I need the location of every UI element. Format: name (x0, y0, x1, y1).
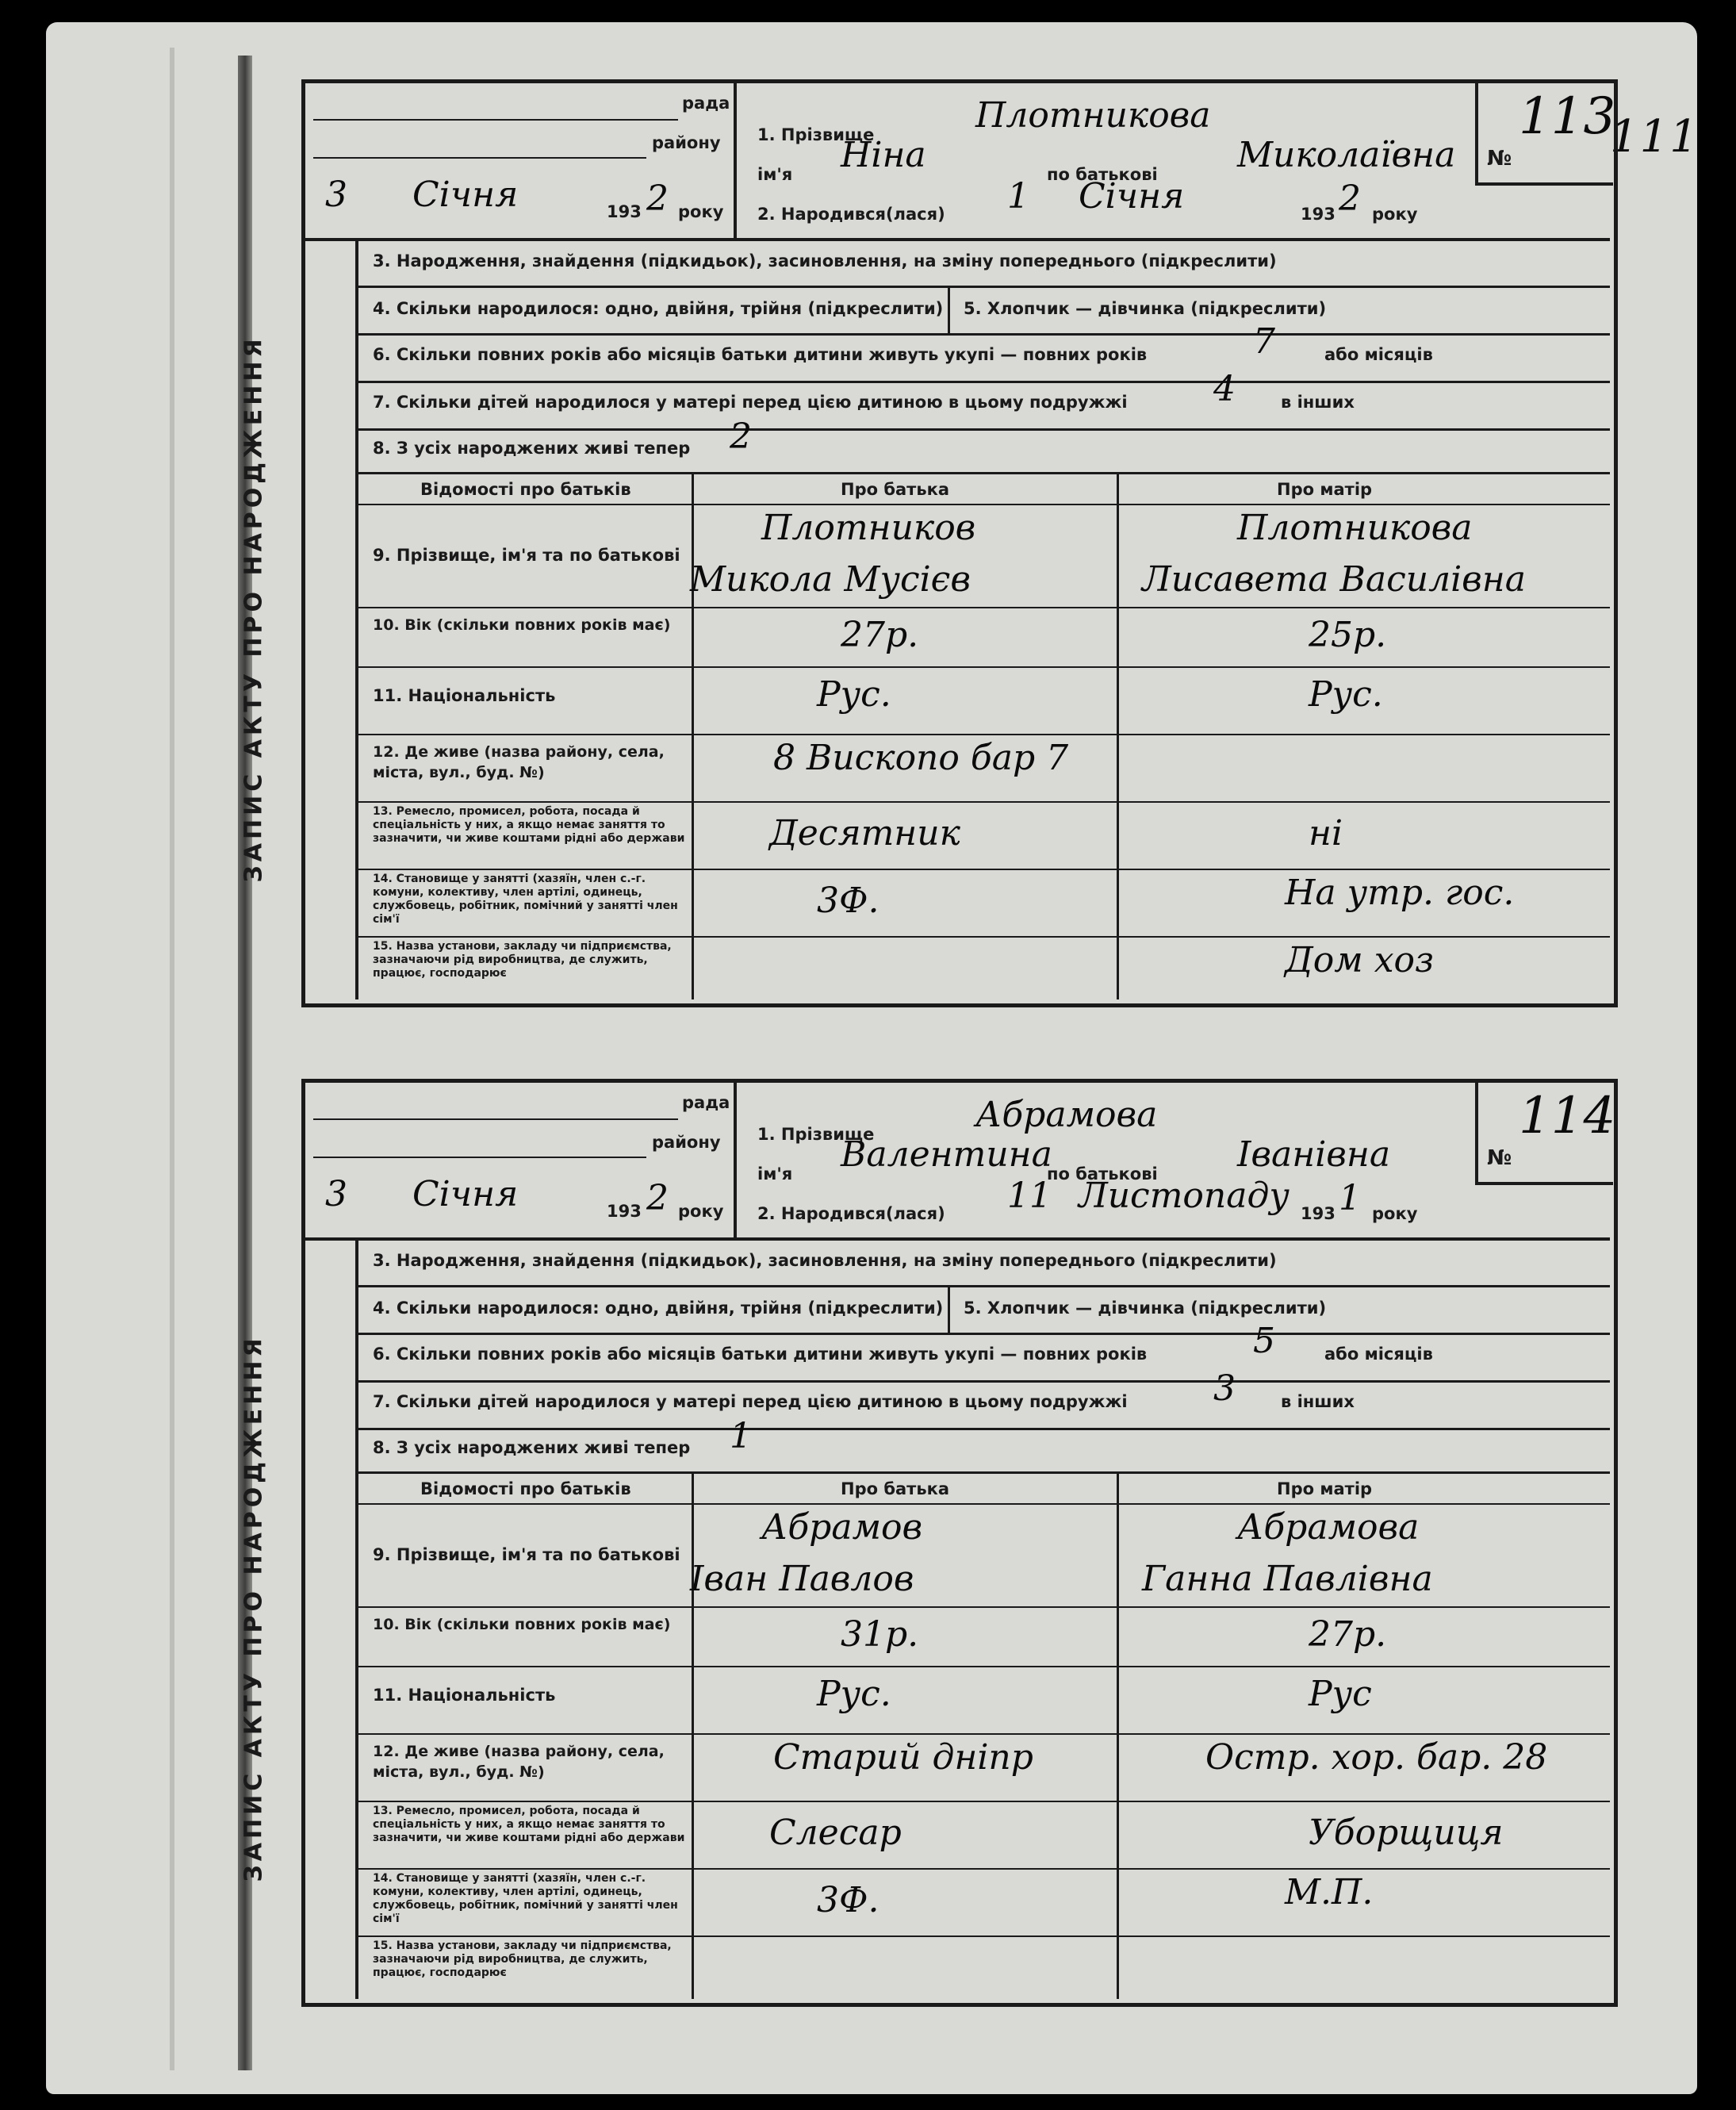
name-label: ім'я (757, 1164, 793, 1184)
field-9-label: 9. Прізвище, ім'я та по батькові (373, 1545, 680, 1564)
years-together: 5 (1253, 1321, 1275, 1361)
child-name: Валентина (841, 1134, 1052, 1175)
reg-day: 3 (325, 175, 347, 215)
father-position: 3Ф. (817, 1880, 879, 1920)
born-label: 2. Народився(лася) (757, 1204, 945, 1223)
field-3-label: 3. Народження, знайдення (підкидьок), засиновлення, на зміну попереднього (підкреслити) (373, 251, 1277, 270)
surname-label: 1. Прізвище (757, 1125, 875, 1144)
field-11-label: 11. Національність (373, 1686, 556, 1705)
reg-year-digit: 2 (646, 1178, 669, 1218)
field-3-label: 3. Народження, знайдення (підкидьок), засиновлення, на зміну попереднього (підкреслити) (373, 1251, 1277, 1270)
field-13-label: 13. Ремесло, промисел, робота, посада й спеціальність у них, а якщо немає заняття то зазначити, чи живе коштами рідні або держави (373, 1805, 685, 1844)
children-before: 4 (1213, 369, 1236, 409)
alive-now: 1 (730, 1416, 752, 1456)
birth-year-prefix: 193 (1301, 205, 1336, 224)
field-13-label: 13. Ремесло, промисел, робота, посада й спеціальність у них, а якщо немає заняття то зазначити, чи живе коштами рідні або держави (373, 805, 685, 845)
rayonu-label: району (652, 133, 721, 152)
father-address: 8 Вископо бар 7 (773, 738, 1069, 778)
field-10-label: 10. Вік (скільки повних років має) (373, 616, 671, 634)
birth-year-digit: 1 (1339, 1178, 1361, 1218)
mother-occupation: ні (1309, 813, 1343, 854)
reg-month: Січня (412, 1174, 519, 1214)
rada-label: рада (682, 1093, 730, 1112)
mother-position: М.П. (1285, 1872, 1374, 1912)
mother-header: Про матір (1277, 480, 1373, 499)
rayonu-label: району (652, 1133, 721, 1152)
parents-header: Відомості про батьків (420, 480, 631, 499)
field-6-label: 6. Скільки повних років або місяців батьки дитини живуть укупі — повних років (373, 1345, 1148, 1364)
birth-year-digit: 2 (1339, 178, 1361, 219)
mother-age: 25р. (1309, 615, 1387, 655)
reg-year-prefix: 193 (607, 1202, 642, 1221)
field-12-label: 12. Де живе (назва району, села, міста, вул., буд. №) (373, 1743, 665, 1781)
field-8-label: 8. З усіх народжених живі тепер (373, 439, 691, 458)
father-position: 3Ф. (817, 880, 879, 921)
birth-year-prefix: 193 (1301, 1204, 1336, 1223)
field-7-label: 7. Скільки дітей народилося у матері перед цією дитиною в цьому подружжі (373, 393, 1128, 412)
mother-nationality: Рус (1309, 1674, 1372, 1714)
mother-surname: Абрамова (1237, 1507, 1420, 1548)
father-age: 27р. (841, 615, 919, 655)
birth-roku-label: року (1372, 1204, 1418, 1223)
mother-header: Про матір (1277, 1479, 1373, 1498)
child-surname: Абрамова (975, 1095, 1158, 1135)
birth-day: 11 (1007, 1176, 1052, 1216)
mother-workplace: Дом хоз (1285, 940, 1435, 980)
children-before: 3 (1213, 1368, 1236, 1409)
father-occupation: Слесар (769, 1813, 902, 1853)
mother-surname: Плотникова (1237, 508, 1473, 548)
alive-now: 2 (730, 416, 752, 457)
born-label: 2. Народився(лася) (757, 205, 945, 224)
number-label: № (1487, 147, 1512, 171)
field-14-label: 14. Становище у занятті (хазяїн, член с.-г. комуни, колективу, член артілі, одинець, службовець, робітник, помічний у занятті член сім'ї (373, 873, 678, 926)
mother-position: На утр. гос. (1285, 873, 1515, 913)
father-address: Старий дніпр (773, 1737, 1033, 1778)
roku-label: року (678, 1202, 724, 1221)
field-4-label: 4. Скільки народилося: одно, двійня, трійня (підкреслити) (373, 1299, 944, 1318)
child-patronymic: Миколаївна (1237, 135, 1456, 175)
vertical-title: ЗАПИС АКТУ ПРО НАРОДЖЕННЯ (240, 335, 268, 883)
father-nationality: Рус. (817, 1674, 891, 1714)
father-occupation: Десятник (769, 813, 960, 854)
father-name: Іван Павлов (690, 1559, 914, 1599)
field-5-label: 5. Хлопчик — дівчинка (підкреслити) (964, 299, 1327, 318)
record-number: 113 (1519, 87, 1616, 146)
birth-record-2 (0, 1023, 1736, 2054)
birth-day: 1 (1007, 176, 1029, 217)
field-6-label: 6. Скільки повних років або місяців батьки дитини живуть укупі — повних років (373, 345, 1148, 364)
child-patronymic: Іванівна (1237, 1134, 1391, 1175)
birth-month: Листопаду (1079, 1176, 1290, 1216)
father-header: Про батька (841, 1479, 950, 1498)
mother-name: Лисавета Василівна (1142, 559, 1526, 600)
field-4-label: 4. Скільки народилося: одно, двійня, трійня (підкреслити) (373, 299, 944, 318)
birth-record-1 (0, 24, 1736, 1055)
birth-roku-label: року (1372, 205, 1418, 224)
child-surname: Плотникова (975, 95, 1211, 136)
father-age: 31р. (841, 1614, 919, 1655)
field-15-label: 15. Назва установи, закладу чи підприємства, зазначаючи рід виробництва, де служить, працює, господарює (373, 940, 672, 980)
reg-day: 3 (325, 1174, 347, 1214)
mother-nationality: Рус. (1309, 674, 1383, 715)
mother-address: Остр. хор. бар. 28 (1205, 1737, 1548, 1778)
field-5-label: 5. Хлопчик — дівчинка (підкреслити) (964, 1299, 1327, 1318)
field-11-label: 11. Національність (373, 686, 556, 705)
mother-occupation: Уборщиця (1309, 1813, 1504, 1853)
field-14-label: 14. Становище у занятті (хазяїн, член с.-г. комуни, колективу, член артілі, одинець, службовець, робітник, помічний у занятті член сім'ї (373, 1872, 678, 1925)
child-name: Ніна (841, 135, 926, 175)
page-number: 111 (1610, 111, 1700, 163)
number-label: № (1487, 1146, 1512, 1170)
name-label: ім'я (757, 165, 793, 184)
years-together: 7 (1253, 321, 1275, 362)
vertical-title: ЗАПИС АКТУ ПРО НАРОДЖЕННЯ (240, 1334, 268, 1882)
rada-label: рада (682, 94, 730, 113)
patronymic-label: по батькові (1047, 1164, 1158, 1184)
parents-header: Відомості про батьків (420, 1479, 631, 1498)
field-6-months-label: або місяців (1324, 345, 1433, 364)
reg-month: Січня (412, 175, 519, 215)
field-12-label: 12. Де живе (назва району, села, міста, вул., буд. №) (373, 743, 665, 781)
field-7-label: 7. Скільки дітей народилося у матері перед цією дитиною в цьому подружжі (373, 1392, 1128, 1411)
reg-year-digit: 2 (646, 178, 669, 219)
field-7-other-label: в інших (1281, 1392, 1355, 1411)
birth-month: Січня (1079, 176, 1185, 217)
mother-name: Ганна Павлівна (1142, 1559, 1433, 1599)
field-6-months-label: або місяців (1324, 1345, 1433, 1364)
record-number: 114 (1519, 1087, 1616, 1145)
father-name: Микола Мусієв (690, 559, 971, 600)
surname-label: 1. Прізвище (757, 125, 875, 144)
mother-age: 27р. (1309, 1614, 1387, 1655)
field-9-label: 9. Прізвище, ім'я та по батькові (373, 546, 680, 565)
father-surname: Плотников (761, 508, 976, 548)
roku-label: року (678, 202, 724, 221)
reg-year-prefix: 193 (607, 202, 642, 221)
field-15-label: 15. Назва установи, закладу чи підприємства, зазначаючи рід виробництва, де служить, працює, господарює (373, 1939, 672, 1979)
father-header: Про батька (841, 480, 950, 499)
field-10-label: 10. Вік (скільки повних років має) (373, 1616, 671, 1633)
father-nationality: Рус. (817, 674, 891, 715)
patronymic-label: по батькові (1047, 165, 1158, 184)
field-7-other-label: в інших (1281, 393, 1355, 412)
field-8-label: 8. З усіх народжених живі тепер (373, 1438, 691, 1457)
father-surname: Абрамов (761, 1507, 923, 1548)
